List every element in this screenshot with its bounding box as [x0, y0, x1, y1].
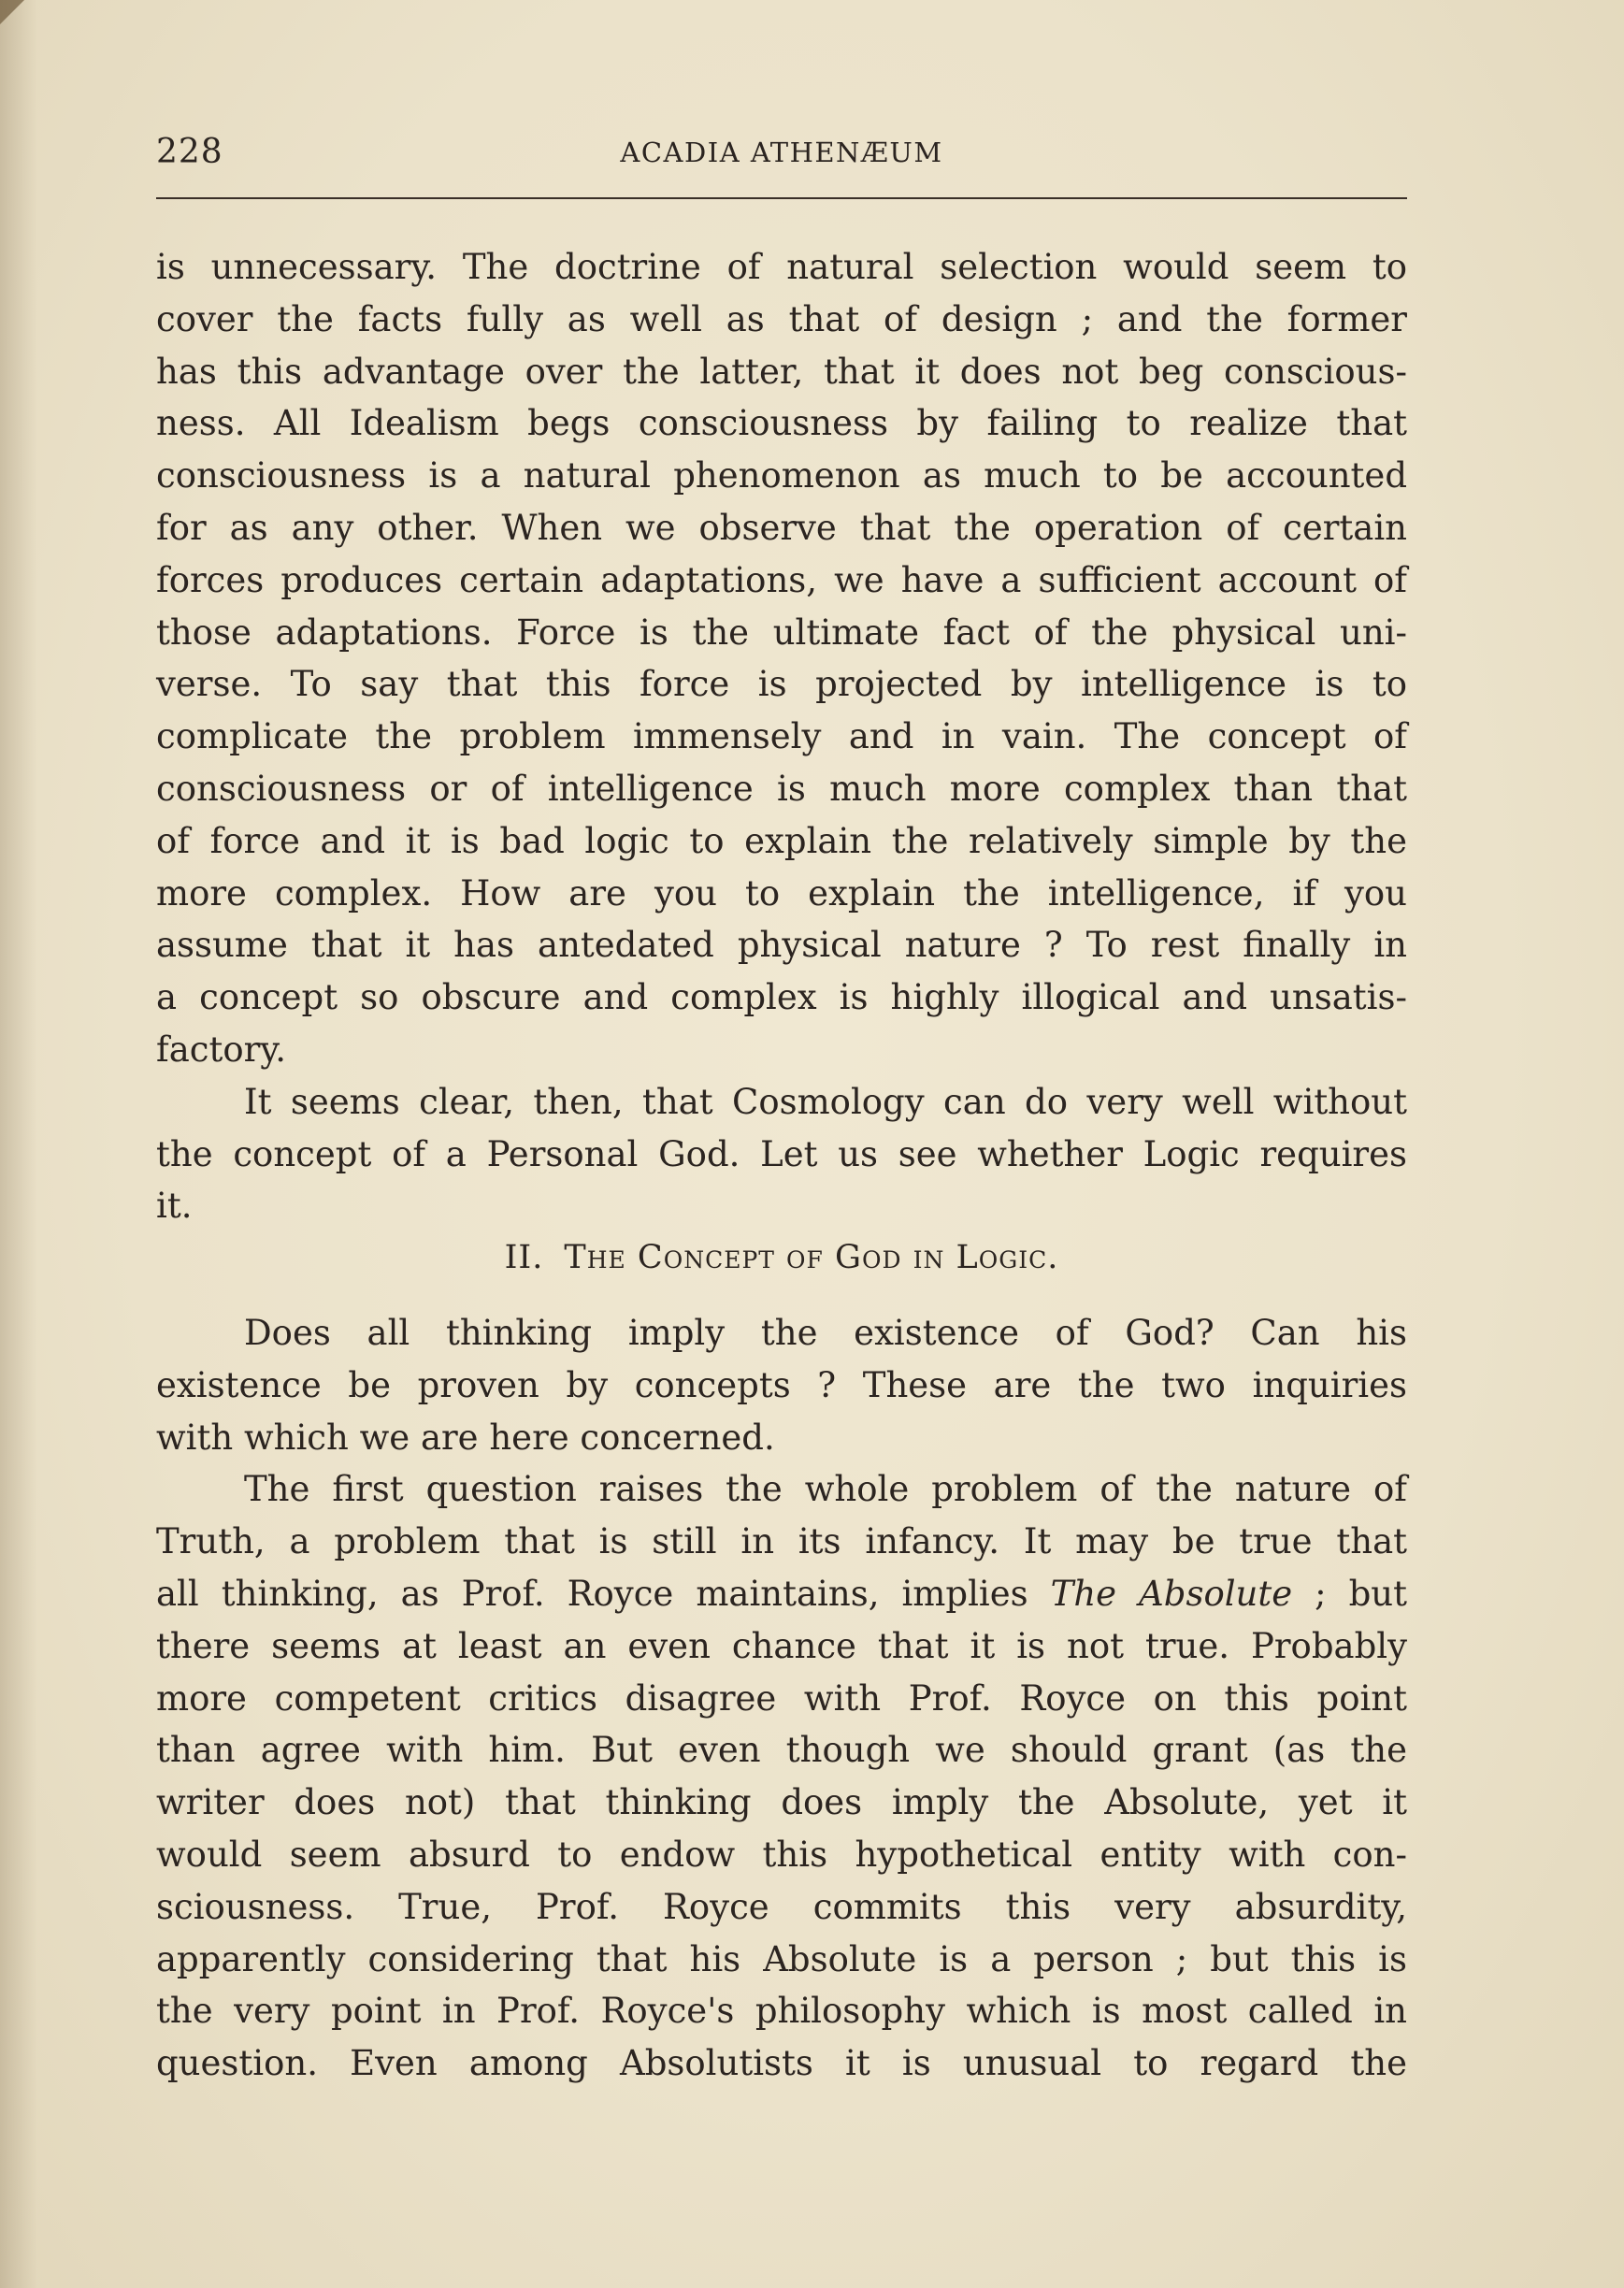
text-line: those adaptations. Force is the ultimate fact of the physical uni- — [156, 612, 1407, 653]
text-line: there seems at least an even chance that it is not true. Probably — [156, 1625, 1407, 1666]
text-line: factory. — [156, 1029, 287, 1070]
text-line: for as any other. When we observe that the operation of certain — [156, 507, 1407, 548]
text-line: Does all thinking imply the existence of God? Can his — [244, 1312, 1407, 1353]
corner-tab — [0, 0, 24, 24]
text-line: consciousness is a natural phenomenon as much to be accounted — [156, 455, 1407, 496]
text-line: existence be proven by concepts ? These are the two inquiries — [156, 1364, 1407, 1405]
page-edge-shadow — [0, 0, 37, 2288]
paragraph — [156, 1076, 1407, 1232]
text-line: ness. All Idealism begs consciousness by failing to realize that — [156, 403, 1407, 444]
text-line: complicate the problem immensely and in vain. The concept of — [156, 716, 1407, 757]
italic-term: The Absolute — [1050, 1573, 1293, 1614]
text-line: verse. To say that this force is projected by intelligence is to — [156, 664, 1407, 705]
body-text — [156, 241, 1407, 2090]
text-line: of force and it is bad logic to explain the relatively simple by the — [156, 820, 1407, 861]
text-line: writer does not) that thinking does imply the Absolute, yet it — [156, 1782, 1407, 1823]
running-title: ACADIA ATHENÆUM — [620, 137, 943, 168]
text-line: consciousness or of intelligence is much more complex than that — [156, 768, 1407, 809]
text-line: than agree with him. But even though we should grant (as the — [156, 1730, 1407, 1771]
text-line: sciousness. True, Prof. Royce commits this very absurdity, — [156, 1886, 1407, 1927]
page-number: 228 — [156, 133, 223, 171]
header-rule — [156, 197, 1407, 199]
text-line: The first question raises the whole problem of the nature of — [244, 1469, 1407, 1510]
text-line: It seems clear, then, that Cosmology can do very well without — [244, 1081, 1407, 1122]
section-heading — [156, 1232, 1407, 1285]
running-header — [156, 133, 1407, 189]
section-title: The Concept of God in Logic. — [564, 1239, 1059, 1277]
text-line: the very point in Prof. Royce's philosophy which is most called in — [156, 1991, 1407, 2032]
paragraph — [156, 1307, 1407, 1463]
text-line: more competent critics disagree with Prof. Royce on this point — [156, 1677, 1407, 1719]
text-line: is unnecessary. The doctrine of natural selection would seem to — [156, 247, 1407, 287]
line-segment: ; but — [1292, 1573, 1408, 1614]
text-line: it. — [156, 1186, 193, 1227]
text-line: forces produces certain adaptations, we have a sufficient account of — [156, 559, 1407, 600]
text-line: question. Even among Absolutists it is unusual to regard the — [156, 2043, 1407, 2084]
text-line: would seem absurd to endow this hypothetical entity with con- — [156, 1834, 1407, 1875]
paragraph — [156, 1463, 1407, 2090]
text-line: apparently considering that his Absolute is a person ; but this is — [156, 1938, 1407, 1979]
heading-spacer — [156, 1285, 1407, 1307]
text-line — [156, 1568, 1407, 1620]
section-numeral: II. — [504, 1239, 544, 1277]
text-line: a concept so obscure and complex is highly illogical and unsatis- — [156, 977, 1407, 1018]
text-line: Truth, a problem that is still in its infancy. It may be true that — [156, 1521, 1407, 1562]
text-line: has this advantage over the latter, that it does not beg conscious- — [156, 351, 1407, 392]
text-line: with which we are here concerned. — [156, 1417, 775, 1458]
text-line: assume that it has antedated physical nature ? To rest finally in — [156, 925, 1407, 966]
text-line: more complex. How are you to explain the intelligence, if you — [156, 872, 1407, 914]
text-line: cover the facts fully as well as that of design ; and the former — [156, 298, 1407, 339]
text-line: the concept of a Personal God. Let us see whether Logic requires — [156, 1133, 1407, 1174]
paragraph — [156, 241, 1407, 1076]
line-segment: all thinking, as Prof. Royce maintains, implies — [156, 1573, 1051, 1614]
